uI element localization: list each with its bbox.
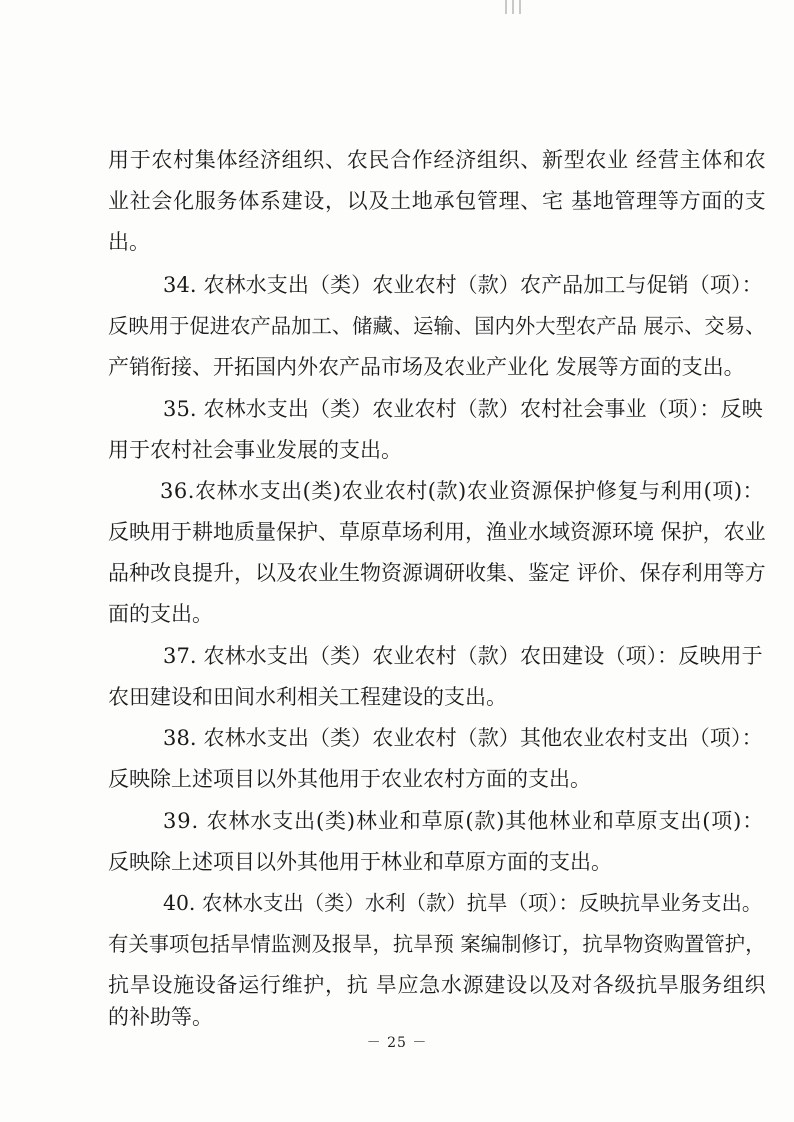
paragraph-36-line-2: 反映用于耕地质量保护、草原草场利用，渔业水域资源环境 保护，农业	[108, 520, 766, 544]
paragraph-40-line-3: 抗旱设施设备运行维护，抗 旱应急水源建设以及对各级抗旱服务组织	[108, 973, 767, 997]
paragraph-35-line-1: 35. 农林水支出（类）农业农村（款）农村社会事业（项）：反映	[163, 397, 763, 421]
paragraph-36-line-4: 面的支出。	[108, 602, 213, 626]
paragraph-36-line-3: 品种改良提升，以及农业生物资源调研收集、鉴定 评价、保存利用等方	[108, 561, 766, 585]
paragraph-36-line-1: 36.农林水支出(类)农业农村(款)农业资源保护修复与利用(项)：	[160, 479, 765, 503]
paragraph-33-line-1: 用于农村集体经济组织、农民合作经济组织、新型农业 经营主体和农	[108, 148, 767, 172]
paragraph-37-line-2: 农田建设和田间水利相关工程建设的支出。	[108, 685, 507, 709]
paragraph-34-line-1: 34. 农林水支出（类）农业农村（款）农产品加工与促销（项）：	[163, 273, 763, 297]
paragraph-39-line-2: 反映除上述项目以外其他用于林业和草原方面的支出。	[108, 850, 612, 874]
paragraph-35-line-2: 用于农村社会事业发展的支出。	[108, 438, 402, 462]
paragraph-38-line-1: 38. 农林水支出（类）农业农村（款）其他农业农村支出（项）：	[163, 726, 763, 750]
scan-mark-icon	[505, 0, 527, 14]
paragraph-40-line-1: 40. 农林水支出（类）水利（款）抗旱（项）：反映抗旱业务支出。	[163, 891, 763, 915]
paragraph-34-line-2: 反映用于促进农产品加工、储藏、运输、国内外大型农产品 展示、交易、	[108, 314, 766, 338]
paragraph-39-line-1: 39. 农林水支出(类)林业和草原(款)其他林业和草原支出(项)：	[163, 809, 765, 833]
paragraph-40-line-4: 的补助等。	[108, 1005, 213, 1029]
paragraph-38-line-2: 反映除上述项目以外其他用于农业农村方面的支出。	[108, 767, 591, 791]
paragraph-33-line-3: 出。	[108, 230, 150, 254]
page-number: － 25 －	[366, 1035, 428, 1051]
paragraph-33-line-2: 业社会化服务体系建设，以及土地承包管理、宅 基地管理等方面的支	[108, 189, 767, 213]
paragraph-37-line-1: 37. 农林水支出（类）农业农村（款）农田建设（项）：反映用于	[163, 644, 763, 668]
paragraph-34-line-3: 产销衔接、开拓国内外农产品市场及农业产业化 发展等方面的支出。	[108, 355, 745, 379]
paragraph-40-line-2: 有关事项包括旱情监测及报旱，抗旱预 案编制修订，抗旱物资购置管护，	[108, 932, 766, 956]
